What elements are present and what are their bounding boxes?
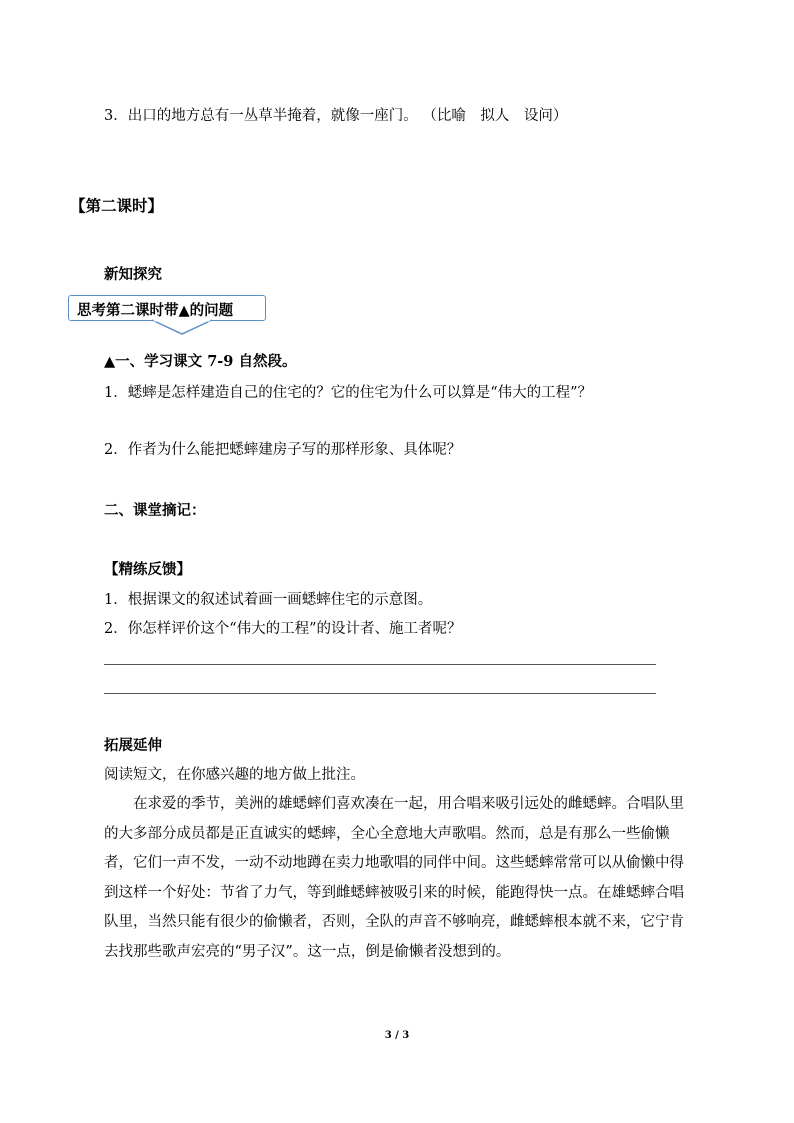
top-question: 3．出口的地方总有一丛草半掩着，就像一座门。 （比喻 拟人 设问）	[104, 108, 568, 124]
practice-question-1: 1．根据课文的叙述试着画一画蟋蟀住宅的示意图。	[104, 592, 433, 608]
callout-pointer	[150, 318, 214, 338]
extension-title: 拓展延伸	[104, 737, 162, 754]
practice-title: 【精练反馈】	[104, 561, 191, 578]
page-number: 3 / 3	[384, 1030, 410, 1041]
section2-title: 二、课堂摘记：	[104, 502, 206, 519]
lesson-heading: 【第二课时】	[70, 196, 164, 215]
paragraph-line: 的大多部分成员都是正直诚实的蟋蟀，全心全意地大声歌唱。然而，总是有那么一些偷懒	[104, 825, 670, 842]
paragraph-line: 队里，当然只能有很少的偷懒者，否则，全队的声音不够响亮，雌蟋蟀根本就不来，它宁肯	[104, 914, 684, 930]
section1-title: ▲一、学习课文 7-9 自然段。	[104, 353, 297, 370]
extension-paragraph	[104, 790, 716, 967]
practice-question-2: 2．你怎样评价这个“伟大的工程”的设计者、施工者呢？	[104, 621, 462, 637]
extension-instruction: 阅读短文，在你感兴趣的地方做上批注。	[104, 767, 365, 783]
new-knowledge-heading: 新知探究	[104, 266, 162, 283]
paragraph-line: 在求爱的季节，美洲的雄蟋蟀们喜欢凑在一起，用合唱来吸引远处的雌蟋蟀。合唱队里	[104, 796, 684, 812]
section1-question-2: 2．作者为什么能把蟋蟀建房子写的那样形象、具体呢？	[104, 442, 462, 458]
paragraph-line: 去找那些歌声宏亮的“男子汉”。这一点，倒是偷懒者没想到的。	[104, 943, 511, 960]
callout-text: 思考第二课时带▲的问题	[77, 302, 234, 319]
answer-line-2[interactable]	[104, 693, 656, 694]
answer-line-1[interactable]	[104, 664, 656, 665]
paragraph-line: 者，它们一声不发，一动不动地蹲在卖力地歌唱的同伴中间。这些蟋蟀常常可以从偷懒中得	[104, 855, 684, 871]
paragraph-line: 到这样一个好处：节省了力气，等到雌蟋蟀被吸引来的时候，能跑得快一点。在雄蟋蟀合唱	[104, 884, 684, 901]
section1-question-1: 1．蟋蟀是怎样建造自己的住宅的？它的住宅为什么可以算是“伟大的工程”？	[104, 385, 593, 401]
